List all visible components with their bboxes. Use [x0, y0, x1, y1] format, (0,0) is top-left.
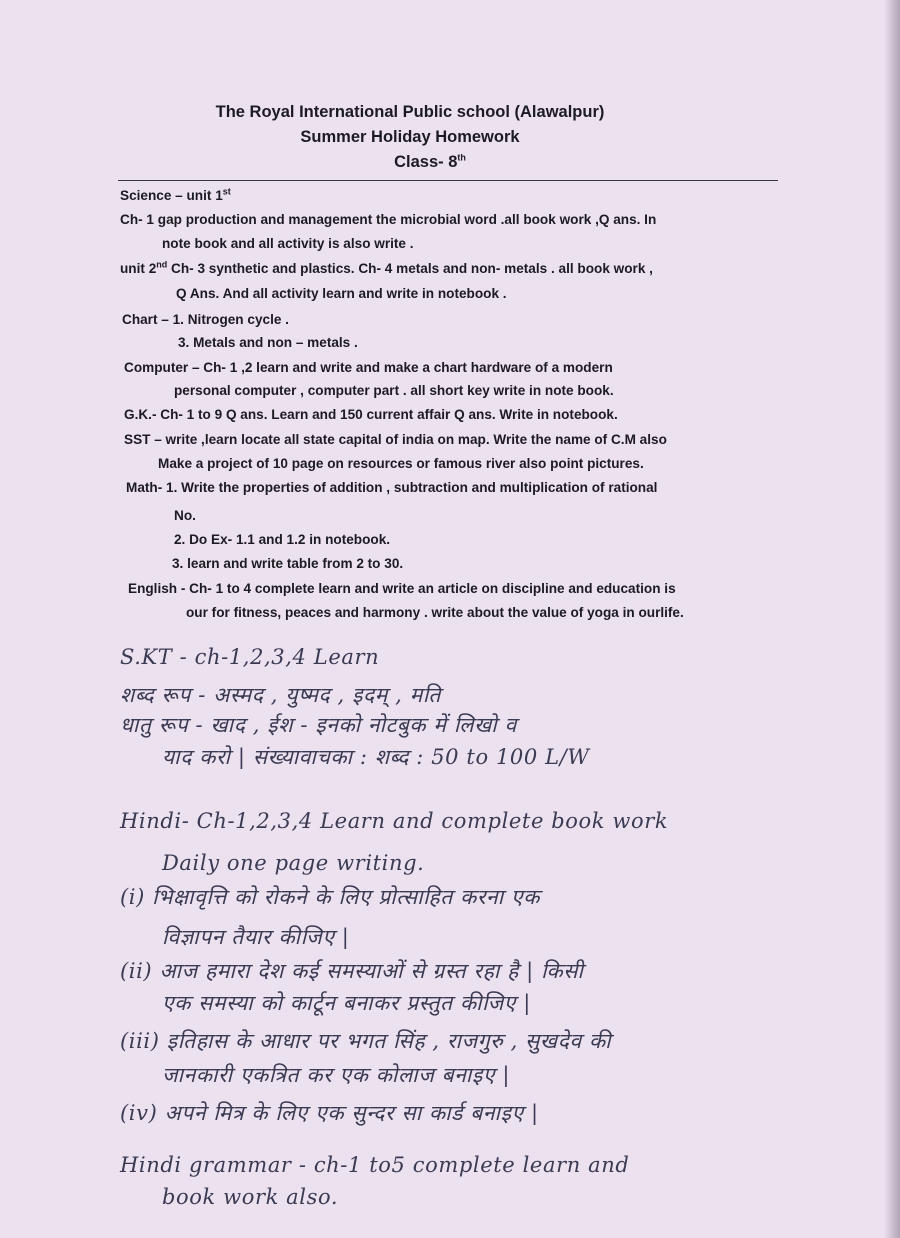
- handwritten-line: (ii) आज हमारा देश कई समस्याओं से ग्रस्त रहा है | किसी: [120, 959, 584, 983]
- typed-line: Make a project of 10 page on resources or famous river also point pictures.: [158, 456, 644, 471]
- typed-line: unit 2nd Ch- 3 synthetic and plastics. Ch- 4 metals and non- metals . all book work ,: [120, 259, 653, 276]
- handwritten-line: विज्ञापन तैयार कीजिए |: [162, 925, 350, 949]
- page-edge-shadow: [884, 0, 900, 1238]
- document-header: [150, 100, 710, 175]
- handwritten-line: धातु रूप - खाद , ईश - इनको नोटबुक में लिखो व: [120, 713, 517, 737]
- typed-line: Science – unit 1st: [120, 186, 231, 203]
- handwritten-line: S.KT - ch-1,2,3,4 Learn: [120, 645, 380, 669]
- typed-line: our for fitness, peaces and harmony . write about the value of yoga in ourlife.: [186, 605, 684, 620]
- typed-line: Chart – 1. Nitrogen cycle .: [122, 312, 289, 327]
- handwritten-line: (iv) अपने मित्र के लिए एक सुन्दर सा कार्ड बनाइए |: [120, 1101, 539, 1125]
- typed-line: Math- 1. Write the properties of addition , subtraction and multiplication of rational: [126, 480, 658, 495]
- header-divider: [118, 180, 778, 181]
- school-name: The Royal International Public school (Alawalpur): [215, 103, 605, 121]
- typed-line: 2. Do Ex- 1.1 and 1.2 in notebook.: [174, 532, 391, 547]
- handwritten-line: याद करो | संख्यावाचका : शब्द : 50 to 100 L/W: [162, 745, 590, 769]
- handwritten-line: (iii) इतिहास के आधार पर भगत सिंह , राजगुरु , सुखदेव की: [120, 1029, 612, 1053]
- handwritten-line: शब्द रूप - अस्मद , युष्मद , इदम् , मति: [120, 683, 441, 707]
- typed-line: English - Ch- 1 to 4 complete learn and write an article on discipline and education is: [128, 581, 676, 596]
- homework-title: Summer Holiday Homework: [300, 128, 520, 146]
- typed-line: Q Ans. And all activity learn and write in notebook .: [176, 286, 507, 301]
- typed-line: No.: [174, 508, 196, 523]
- handwritten-line: (i) भिक्षावृत्ति को रोकने के लिए प्रोत्साहित करना एक: [120, 885, 540, 909]
- handwritten-line: एक समस्या को कार्टून बनाकर प्रस्तुत कीजिए |: [162, 991, 531, 1015]
- typed-line: personal computer , computer part . all short key write in note book.: [174, 383, 614, 398]
- class-label: Class- 8th: [394, 152, 466, 171]
- typed-line: 3. Metals and non – metals .: [178, 335, 358, 350]
- handwritten-line: Daily one page writing.: [162, 851, 425, 875]
- typed-line: SST – write ,learn locate all state capital of india on map. Write the name of C.M also: [124, 432, 667, 447]
- typed-line: Computer – Ch- 1 ,2 learn and write and make a chart hardware of a modern: [124, 360, 613, 375]
- typed-line: note book and all activity is also write .: [162, 236, 414, 251]
- class-superscript: th: [457, 152, 466, 163]
- handwritten-line: Hindi grammar - ch-1 to5 complete learn and: [120, 1153, 630, 1177]
- typed-line: G.K.- Ch- 1 to 9 Q ans. Learn and 150 current affair Q ans. Write in notebook.: [124, 407, 618, 422]
- handwritten-line: Hindi- Ch-1,2,3,4 Learn and complete book work: [120, 809, 669, 833]
- handwritten-line: book work also.: [162, 1185, 339, 1209]
- typed-line: Ch- 1 gap production and management the microbial word .all book work ,Q ans. In: [120, 212, 657, 227]
- handwritten-line: जानकारी एकत्रित कर एक कोलाज बनाइए |: [162, 1063, 511, 1087]
- typed-line: 3. learn and write table from 2 to 30.: [172, 556, 404, 571]
